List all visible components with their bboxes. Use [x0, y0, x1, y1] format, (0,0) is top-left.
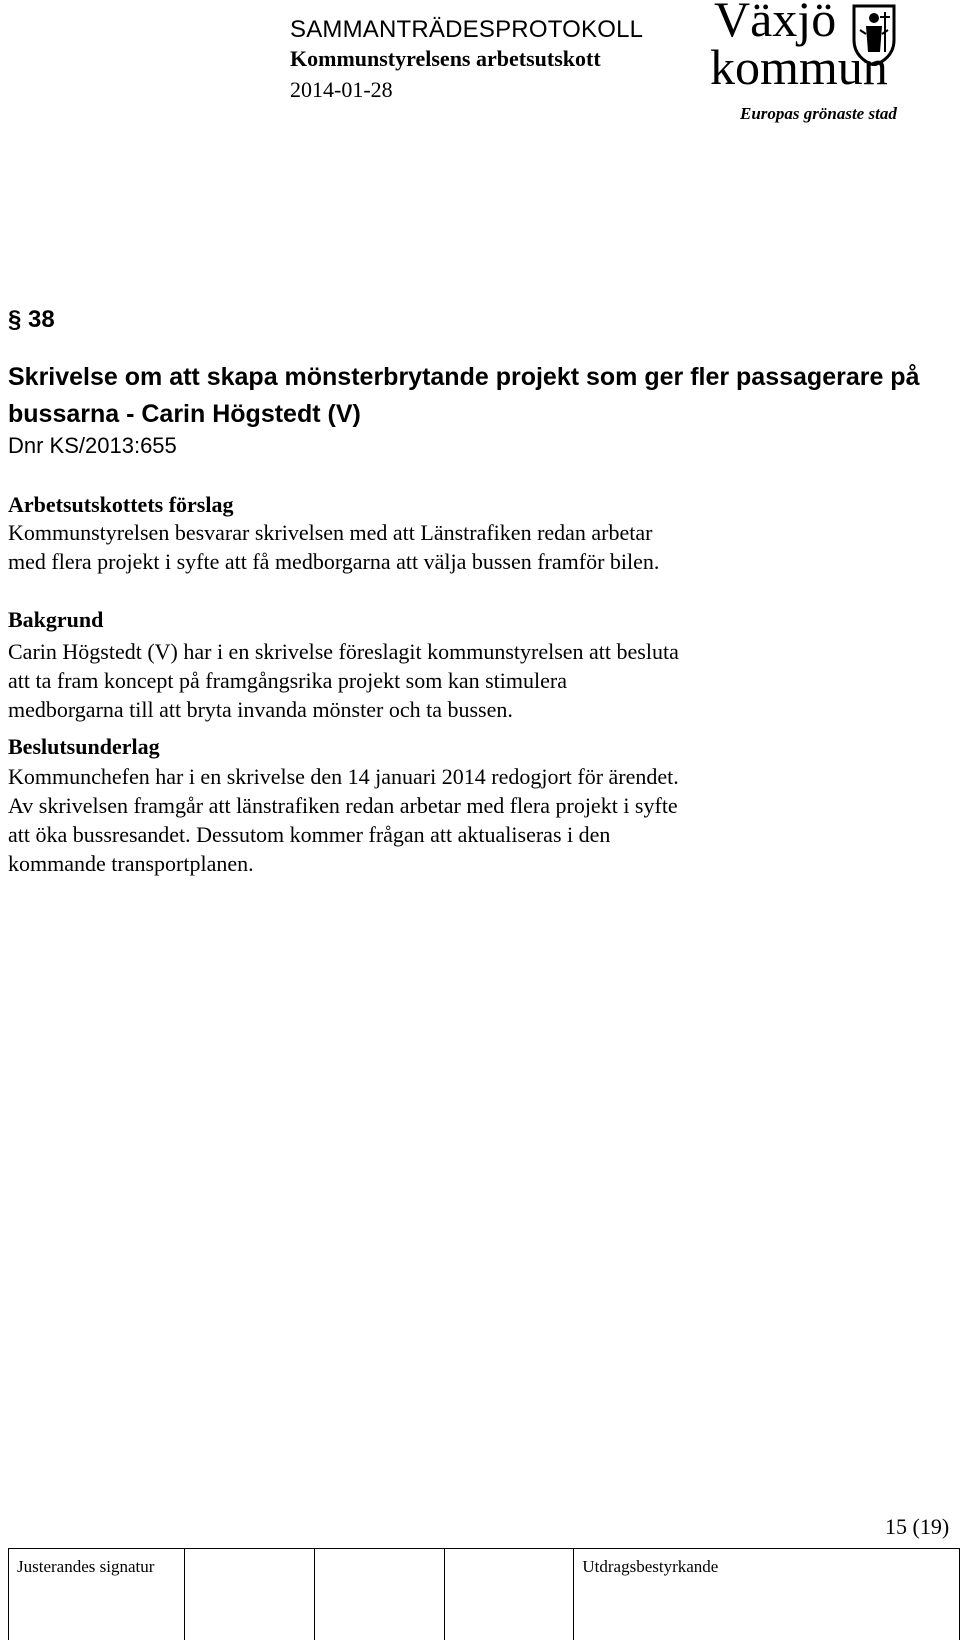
certified-label: Utdragsbestyrkande — [582, 1557, 719, 1576]
text-line: medborgarna till att bryta invanda mönster och ta bussen. — [8, 697, 513, 722]
text-line: Kommunchefen har i en skrivelse den 14 januari 2014 redogjort för ärendet. — [8, 764, 679, 789]
paragraph-number: § 38 — [8, 306, 55, 333]
section-text-proposal — [8, 518, 938, 576]
logo-word-kommun: kommun — [710, 39, 888, 95]
page-number: 15 (19) — [885, 1514, 950, 1539]
signature-cell — [315, 1549, 445, 1640]
signature-label: Justerandes signatur — [17, 1557, 155, 1576]
signature-table — [8, 1548, 960, 1640]
diary-number: Dnr KS/2013:655 — [8, 433, 177, 458]
logo-slogan: Europas grönaste stad — [740, 104, 897, 123]
text-line: kommande transportplanen. — [8, 851, 254, 876]
text-line: att öka bussresandet. Dessutom kommer frågan att aktualiseras i den — [8, 822, 611, 847]
section-heading-proposal: Arbetsutskottets förslag — [8, 492, 234, 517]
meeting-date: 2014-01-28 — [290, 77, 393, 102]
logo-word-vaxjo: Växjö — [714, 0, 837, 47]
text-line: Kommunstyrelsen besvarar skrivelsen med att Länstrafiken redan arbetar — [8, 520, 653, 545]
committee-name: Kommunstyrelsens arbetsutskott — [290, 46, 601, 71]
item-title: Skrivelse om att skapa mönsterbrytande projekt som ger fler passagerare på bussarna - Carin Högstedt (V) — [8, 363, 920, 428]
protocol-title: SAMMANTRÄDESPROTOKOLL — [290, 16, 644, 43]
section-text-background — [8, 637, 938, 724]
section-text-basis — [8, 762, 938, 878]
section-heading-basis: Beslutsunderlag — [8, 734, 160, 759]
signature-cell — [185, 1549, 315, 1640]
certified-cell — [574, 1549, 960, 1640]
section-heading-background: Bakgrund — [8, 607, 104, 632]
text-line: Carin Högstedt (V) har i en skrivelse föreslagit kommunstyrelsen att besluta — [8, 639, 679, 664]
text-line: Av skrivelsen framgår att länstrafiken redan arbetar med flera projekt i syfte — [8, 793, 678, 818]
signature-cell — [445, 1549, 575, 1640]
text-line: med flera projekt i syfte att få medborgarna att välja bussen framför bilen. — [8, 549, 660, 574]
text-line: att ta fram koncept på framgångsrika projekt som kan stimulera — [8, 668, 567, 693]
signature-cell — [9, 1549, 185, 1640]
vaxjo-kommun-logo — [710, 0, 930, 130]
